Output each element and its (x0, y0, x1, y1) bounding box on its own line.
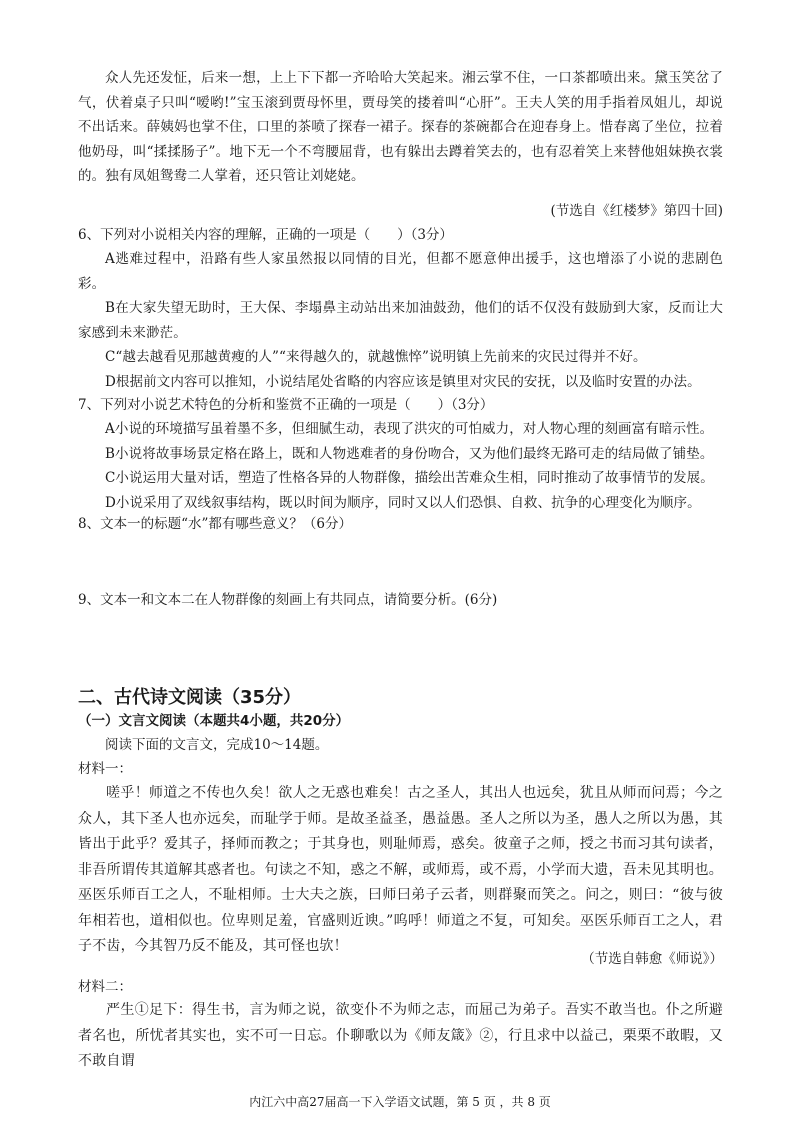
question-9: 9、文本一和文本二在人物群像的刻画上有共同点，请简要分析。(6分) (78, 592, 498, 608)
question-6 (78, 223, 723, 394)
question-7-option-c: C小说运用大量对话，塑造了性格各异的人物群像，描绘出苦难众生相，同时推动了故事情节的发展。 (105, 470, 714, 486)
question-6-option-c: C“越去越看见那越黄瘦的人”“来得越久的，就越憔悴”说明镇上先前来的灾民过得并不好。 (105, 349, 647, 365)
question-6-option-d: D根据前文内容可以推知，小说结尾处省略的内容应该是镇里对灾民的安抚，以及临时安置的办法。 (105, 373, 701, 390)
question-7-stem: 7、下列对小说艺术特色的分析和鉴赏不正确的一项是（ ）（3分） (78, 397, 494, 413)
question-8: 8、文本一的标题“水”都有哪些意义？（6分） (78, 516, 352, 532)
question-6-option-b: B在大家失望无助时，王大保、李塌鼻主动站出来加油鼓劲，他们的话不仅没有鼓励到大家，反而让大家感到未来渺茫。 (78, 300, 723, 341)
section-2-title: 二、古代诗文阅读（35分） (78, 687, 302, 708)
material-1-text: 嗟乎！师道之不传也久矣！欲人之无惑也难矣！古之圣人，其出人也远矣，犹且从师而问焉；今之众人，其下圣人也亦远矣，而耻学于师。是故圣益圣，愚益愚。圣人之所以为圣，愚人之所以为愚，其皆出于此乎？爱其子，择师而教之；于其身也，则耻师焉，惑矣。彼童子之师，授之书而习其句读者，非吾所谓传其道解其惑者也。句读之不知，惑之不解，或师焉，或不焉，小学而大遗，吾未见其明也。巫医乐师百工之人，不耻相师。士大夫之族，曰师曰弟子云者，则群聚而笑之。问之，则曰：“彼与彼年相若也，道相似也。位卑则足羞，官盛则近谀。”呜呼！师道之不复，可知矣。巫医乐师百工之人，君子不齿，今其智乃反不能及，其可怪也欤！ (78, 785, 723, 954)
material-2-text: 严生①足下：得生书，言为师之说，欲变仆不为师之志，而屈己为弟子。吾实不敢当也。仆之所避者名也，所忧者其实也，实不可一日忘。仆聊歌以为《师友箴》②，行且求中以益己，栗栗不敢暇，又不敢自谓 (78, 1002, 723, 1069)
excerpt-source: (节选自《红楼梦》第四十回) (550, 203, 723, 219)
material-2-label: 材料二： (78, 979, 132, 995)
material-1-source: （节选自韩愈《师说》） (581, 951, 723, 967)
question-7 (78, 393, 723, 515)
novel-excerpt-paragraph: 众人先还发怔，后来一想，上上下下都一齐哈哈大笑起来。湘云掌不住，一口茶都喷出来。黛玉笑岔了气，伏着桌子只叫“嗳哟!”宝玉滚到贾母怀里，贾母笑的搂着叫“心肝”。王夫人笑的用手指着凤姐儿，却说不出话来。薛姨妈也掌不住，口里的茶喷了探春一裙子。探春的茶碗都合在迎春身上。惜春离了坐位，拉着他奶母，叫“揉揉肠子”。地下无一个不弯腰屈背，也有躲出去蹲着笑去的，也有忍着笑上来替他姐妹换衣裳的。独有凤姐鸳鸯二人掌着，还只管让刘姥姥。 (78, 70, 723, 184)
question-7-option-b: B小说将故事场景定格在路上，既和人物逃难者的身份吻合，又为他们最终无路可走的结局做了铺垫。 (105, 445, 714, 462)
page-footer: 内江六中高27届高一下入学语文试题，第 5 页 ，共 8 页 (249, 1095, 551, 1109)
question-6-option-a: A逃难过程中，沿路有些人家虽然报以同情的目光，但都不愿意伸出援手，这也增添了小说的悲剧色彩。 (78, 251, 723, 292)
material-1-label: 材料一： (78, 761, 132, 777)
question-7-option-d: D小说采用了双线叙事结构，既以时间为顺序，同时又以人们恐惧、自救、抗争的心理变化为顺序。 (105, 494, 701, 511)
section-2-instruction: 阅读下面的文言文，完成10～14题。 (105, 737, 329, 753)
section-2-subtitle: （一）文言文阅读（本题共4小题，共20分） (78, 713, 350, 729)
question-6-stem: 6、下列对小说相关内容的理解，正确的一项是（ ）（3分） (78, 227, 453, 243)
question-7-option-a: A小说的环境描写虽着墨不多，但细腻生动，表现了洪灾的可怕威力，对人物心理的刻画富有暗示性。 (105, 421, 714, 437)
